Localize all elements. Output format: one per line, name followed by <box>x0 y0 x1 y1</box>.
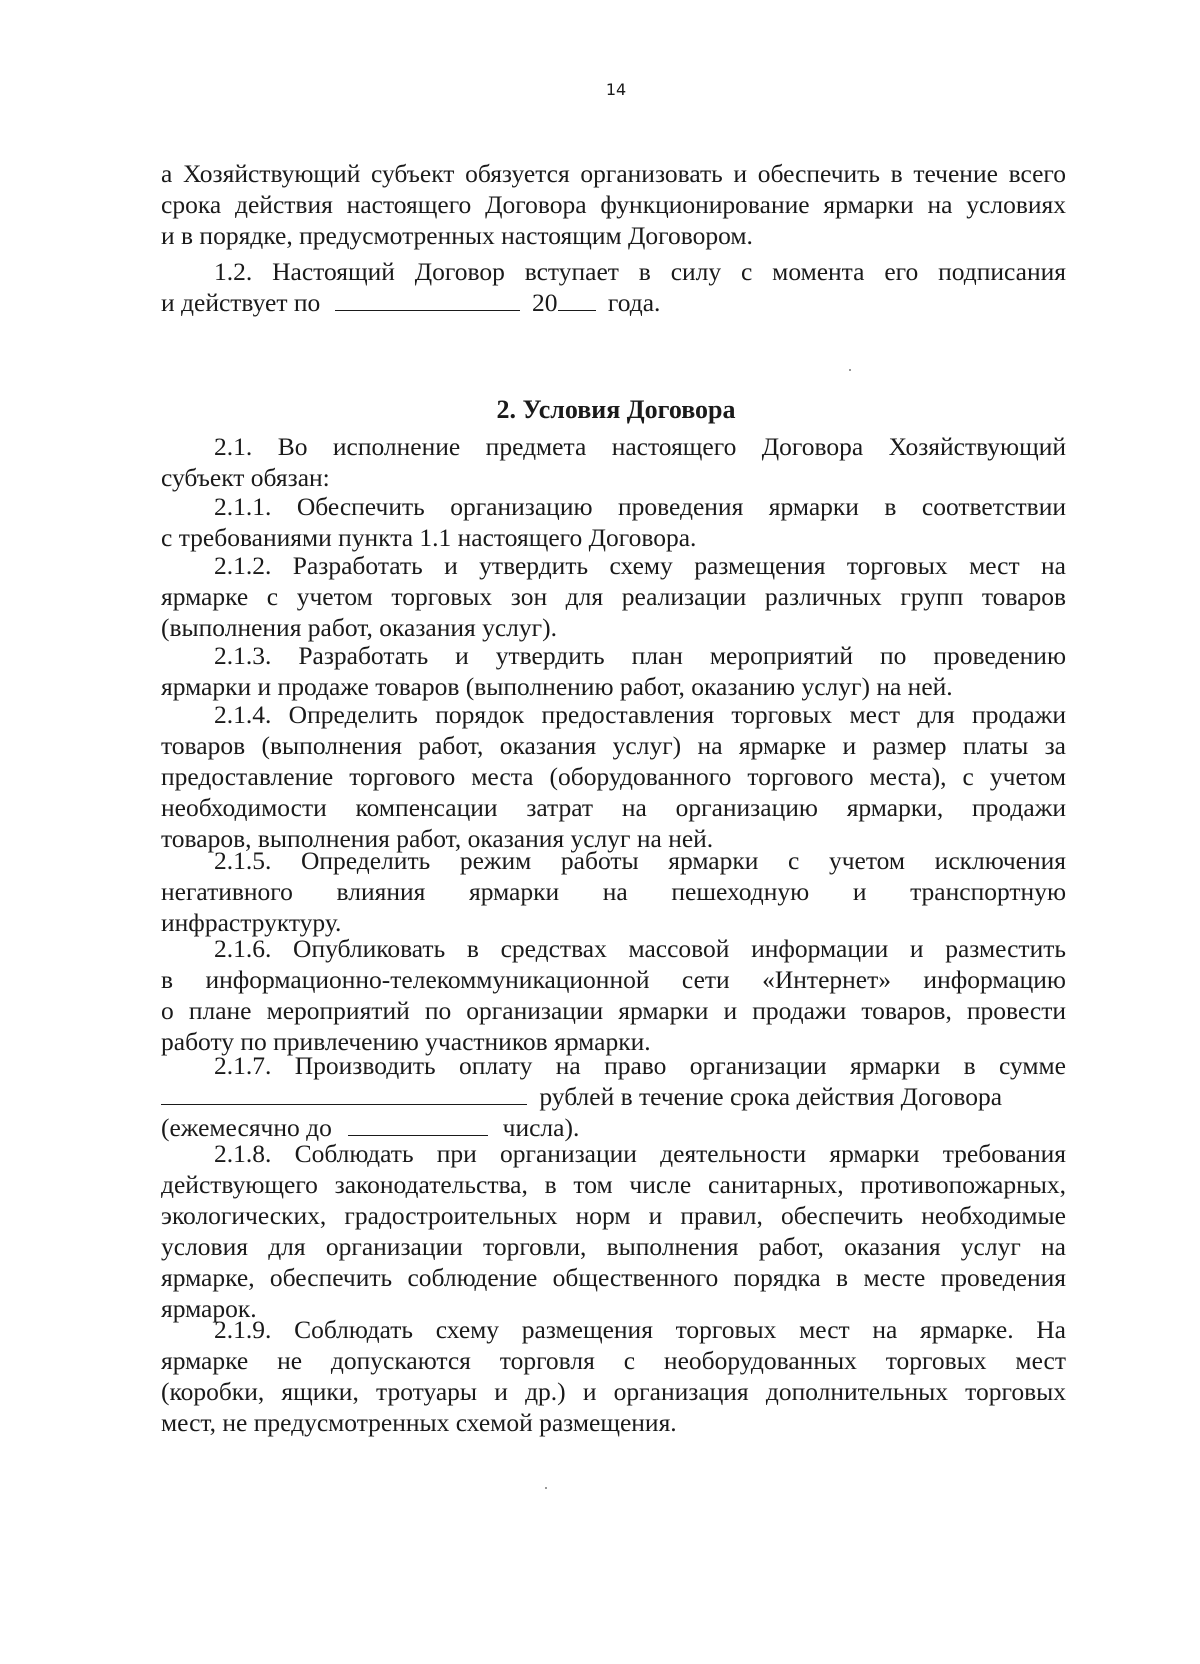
scan-speck <box>849 369 851 371</box>
monthly-suffix: числа). <box>502 1113 580 1142</box>
text-line: в информационно-телекоммуникационной сети «Интернет» информацию <box>161 965 1066 994</box>
text-line: (коробки, ящики, тротуары и др.) и организация дополнительных торговых <box>161 1377 1066 1406</box>
text-line: ярмарки и продаже товаров (выполнению работ, оказанию услуг) на ней. <box>161 672 953 701</box>
page-number: 14 <box>605 80 627 99</box>
text-line: инфраструктуру. <box>161 908 342 937</box>
text-line: 2.1.3. Разработать и утвердить план мероприятий по проведению <box>214 641 1066 670</box>
text-line: 1.2. Настоящий Договор вступает в силу с момента его подписания <box>214 257 1066 286</box>
text-line: экологических, градостроительных норм и правил, обеспечить необходимые <box>161 1201 1066 1230</box>
clause-2-1-4 <box>161 699 1066 854</box>
text-line: 2.1.7. Производить оплату на право организации ярмарки в сумме <box>214 1051 1066 1080</box>
clause-2-1-5 <box>161 845 1066 938</box>
clause-2-1 <box>161 431 1066 493</box>
text-line: предоставление торгового места (оборудованного торгового места), с учетом <box>161 762 1066 791</box>
clause-1-2-prefix: и действует по <box>161 288 321 317</box>
section-heading: 2. Условия Договора <box>496 395 736 424</box>
clause-2-1-9 <box>161 1314 1066 1438</box>
clause-2-1-6 <box>161 933 1066 1057</box>
text-line: ярмарок. <box>161 1294 257 1323</box>
clause-1-1-continuation <box>161 158 1066 251</box>
text-line: 2.1.6. Опубликовать в средствах массовой информации и разместить <box>214 934 1066 963</box>
amount-suffix: рублей в течение срока действия Договора <box>539 1082 1003 1111</box>
text-line: ярмарке не допускаются торговля с необорудованных торговых мест <box>161 1346 1066 1375</box>
text-line: о плане мероприятий по организации ярмарки и продажи товаров, провести <box>161 996 1066 1025</box>
clause-1-2 <box>161 256 1066 318</box>
clause-2-1-3 <box>161 640 1066 702</box>
day-blank <box>348 1113 488 1136</box>
clause-2-1-8 <box>161 1138 1066 1324</box>
text-line: 2.1.4. Определить порядок предоставления торговых мест для продажи <box>214 700 1066 729</box>
date-blank <box>335 288 520 311</box>
clause-2-1-2 <box>161 550 1066 643</box>
text-line: 2.1.8. Соблюдать при организации деятельности ярмарки требования <box>214 1139 1066 1168</box>
text-line: работу по привлечению участников ярмарки. <box>161 1027 651 1056</box>
year-prefix: 20 <box>532 288 558 317</box>
text-line: мест, не предусмотренных схемой размещения. <box>161 1408 677 1437</box>
text-line <box>161 1081 1066 1112</box>
text-line: 2.1.1. Обеспечить организацию проведения ярмарки в соответствии <box>214 492 1066 521</box>
monthly-prefix: (ежемесячно до <box>161 1113 332 1142</box>
text-line: товаров, выполнения работ, оказания услуг на ней. <box>161 824 714 853</box>
text-line: 2.1.5. Определить режим работы ярмарки с учетом исключения <box>214 846 1066 875</box>
text-line: 2.1.2. Разработать и утвердить схему размещения торговых мест на <box>214 551 1066 580</box>
text-line: 2.1.9. Соблюдать схему размещения торговых мест на ярмарке. На <box>214 1315 1066 1344</box>
text-line: с требованиями пункта 1.1 настоящего Договора. <box>161 523 697 552</box>
clause-2-1-7 <box>161 1050 1066 1143</box>
text-line: срока действия настоящего Договора функционирование ярмарки на условиях <box>161 190 1066 219</box>
clause-2-1-1 <box>161 491 1066 553</box>
text-line: а Хозяйствующий субъект обязуется организовать и обеспечить в течение всего <box>161 159 1066 188</box>
text-line: 2.1. Во исполнение предмета настоящего Договора Хозяйствующий <box>214 432 1066 461</box>
clause-1-2-suffix: года. <box>607 288 661 317</box>
year-blank <box>558 288 596 311</box>
text-line: ярмарке, обеспечить соблюдение общественного порядка в месте проведения <box>161 1263 1066 1292</box>
text-line: и в порядке, предусмотренных настоящим Договором. <box>161 221 753 250</box>
text-line: товаров (выполнения работ, оказания услуг) на ярмарке и размер платы за <box>161 731 1066 760</box>
text-line: необходимости компенсации затрат на организацию ярмарки, продажи <box>161 793 1066 822</box>
text-line: негативного влияния ярмарки на пешеходную и транспортную <box>161 877 1066 906</box>
text-line: (выполнения работ, оказания услуг). <box>161 613 557 642</box>
amount-blank <box>161 1082 527 1105</box>
scan-speck <box>545 1487 547 1489</box>
text-line: ярмарке с учетом торговых зон для реализации различных групп товаров <box>161 582 1066 611</box>
text-line: субъект обязан: <box>161 463 330 492</box>
text-line: действующего законодательства, в том числе санитарных, противопожарных, <box>161 1170 1066 1199</box>
text-line: условия для организации торговли, выполнения работ, оказания услуг на <box>161 1232 1066 1261</box>
text-line <box>161 287 1066 318</box>
